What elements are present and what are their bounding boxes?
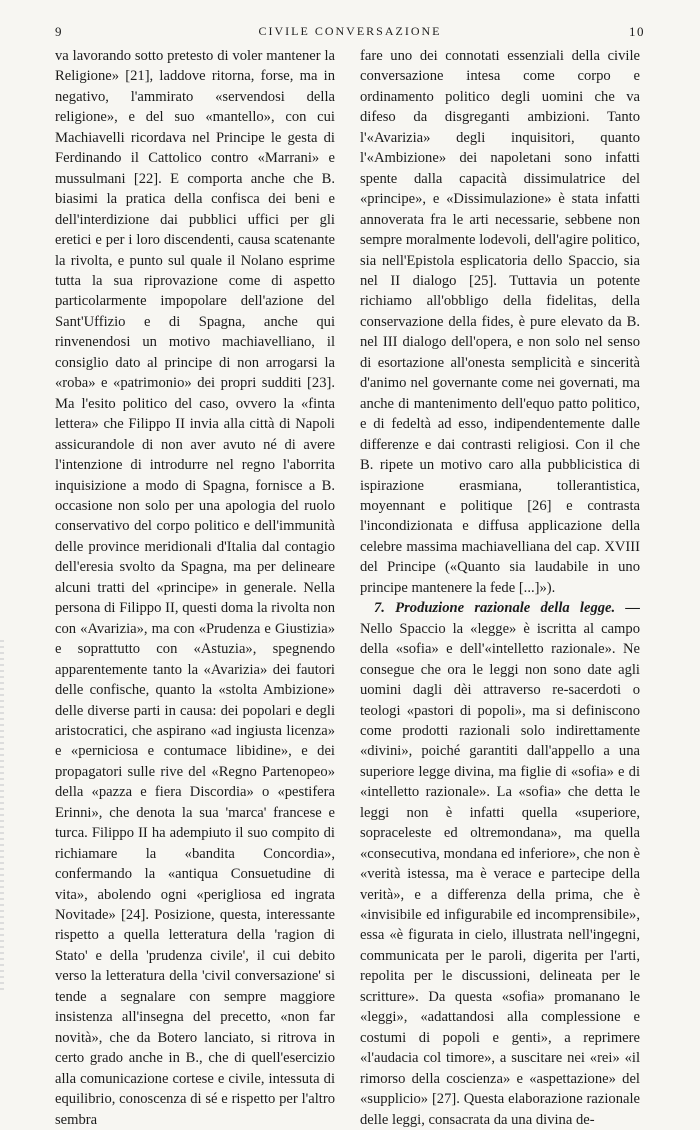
page-number-right: 10 (629, 24, 645, 39)
running-header (55, 24, 645, 46)
section-7-text: Nello Spaccio la «legge» è iscritta al campo della «sofia» e dell'«intelletto razionale». Ne consegue che ora le leggi non sono date agli uomini dagli dèi attraverso re-sacerdoti o teologi «pastori di popoli», ma si definiscono come prodotti razionali solo indirettamente «divini», poiché garantiti dall'appello a una superiore legge divina, ma figlie di «sofia» e di «intelletto razionale». La «sofia» che detta le leggi non è infatti quella «superiore, sopraceleste ed oltremondana», ma quella «consecutiva, mondana ed inferiore», che non è «verità istessa, ma è verace e partecipe della verità», e a differenza della prima, che è «invisibile ed infigurabile ed incomprensibile», essa «è figurata in cielo, illustrata nell'ingegni, communicata per le paroli, digerita per l'arti, repolita per le discussioni, delineata per le scritture». Da questa «sofia» promanano le «leggi», «adattandosi alla complessione e costumi di popoli e genti», a reprimere «l'audacia col timore», a suscitare nei «rei» «il rimorso della coscienza» e «aspettazione» del «supplicio» [27]. Questa elaborazione razionale delle leggi, consacrata da una divina de- (360, 620, 640, 1128)
left-paragraph: va lavorando sotto pretesto di voler mantener la Religione» [21], laddove ritorna, forse, ma in negativo, l'ammirato «servendosi della religione», e del suo «mantello», con cui Machiavelli ricordava nel Principe le gesta di Ferdinando il Cattolico contro «Marrani» e mussulmani [22]. E comporta anche che B. biasimi la pratica della confisca dei beni e dell'interdizione dai pubblici uffici per gli eretici e per i loro discendenti, causa scatenante la rivolta, e punto sul quale il Nolano esprime tutta la sua riprovazione come di aspetto particolarmente impopolare dell'azione del Sant'Uffizio e di Spagna, anche qui rinvenendosi un motivo machiavelliano, il consiglio dato al principe di non arrogarsi la «roba» e «patrimonio» dei propri sudditi [23]. Ma l'esito politico del caso, ovvero la «finta lettera» che Filippo II invia alla città di Napoli assicurandole di non aver avuto né di avere l'intenzione di introdurre nel regno l'aborrita inquisizione a modo di Spagna, fornisce a B. occasione non solo per una apologia del ruolo conservativo del corpo politico e dell'immunità delle province meridionali d'Italia dal contagio dell'eresia svolto da Spagna, ma per delineare alcuni tratti del «principe» in generale. Nella persona di Filippo II, questi doma la rivolta non con «Avarizia», ma con «Prudenza e Giustizia» e soprattutto con «Astuzia», spegnendo apparentemente tanto la «Avarizia» dei fautori delle confische, quanto la «stolta Ambizione» delle diverse parti in causa: dei popolari e degli aristocratici, che aspirano «ad ingiusta licenza» e «perniciosa e contumace libidine», e dei propagatori sulle rive del «Regno Partenopeo» della «pazza e fiera Discordia» o «pestifera Erinni», che denota la sua 'marca' francese e turca. Filippo II ha adempiuto il suo compito di richiamare la «bandita Concordia», confermando la «antiqua Consuetudine di vita», abolendo ogni «perigliosa ed ingrata Novitade» [24]. Posizione, questa, interessante rispetto a quella letteratura della 'ragion di Stato' e della 'prudenza civile', il cui debito verso la letteratura della 'civil conversazione' si tende a segnalare con sempre maggiore insistenza all'insegna del precetto, «non far novità», che da Botero lanciato, si ritrova in certo grado anche in B., che di quell'esercizio alla comunicazione cortese e civile, intessuta di equilibrio, conoscenza di sé e rispetto per l'altro sembra (55, 48, 335, 1128)
section-heading: 7. Produzione razionale della legge. — (374, 600, 640, 617)
right-column (360, 46, 640, 1130)
running-title: CIVILE CONVERSAZIONE (258, 24, 442, 38)
page-edge-shadow (0, 640, 4, 992)
left-column (55, 46, 335, 1130)
right-paragraph-1: fare uno dei connotati essenziali della civile conversazione intesa come corpo e ordinamento politico degli uomini che va difeso da disgreganti ambizioni. Tanto l'«Avarizia» degli inquisitori, quanto l'«Ambizione» dei napoletani sono infatti spente dalla capacità dissimulatrice del «principe», e «Dissimulazione» è stata infatti annoverata fra le arti necessarie, sebbene non sempre moralmente lodevoli, dell'agire politico, sia nell'Epistola esplicatoria dello Spaccio, sia nel II dialogo [25]. Tuttavia un potente richiamo all'obbligo della fidelitas, della conservazione della fides, è pure elevato da B. nel III dialogo dell'opera, e non solo nel senso di esortazione all'onesta semplicità e sincerità d'animo nel governante come nei governati, ma anche di mantenimento dell'equo patto politico, e di fedeltà ad esso, indipendentemente dalle differenze e dai contrasti religiosi. Con il che B. ripete un motivo caro alla pubblicistica di ispirazione erasmiana, tollerantistica, moyennant e politique [26] e contrasta l'incondizionata e diffusa applicazione della celebre massima machiavelliana del cap. XVIII del Principe («Quanto sia laudabile in uno principe mantenere la fede [...]»). (360, 48, 640, 596)
page-number-left: 9 (55, 24, 63, 39)
section-7 (360, 598, 640, 1130)
